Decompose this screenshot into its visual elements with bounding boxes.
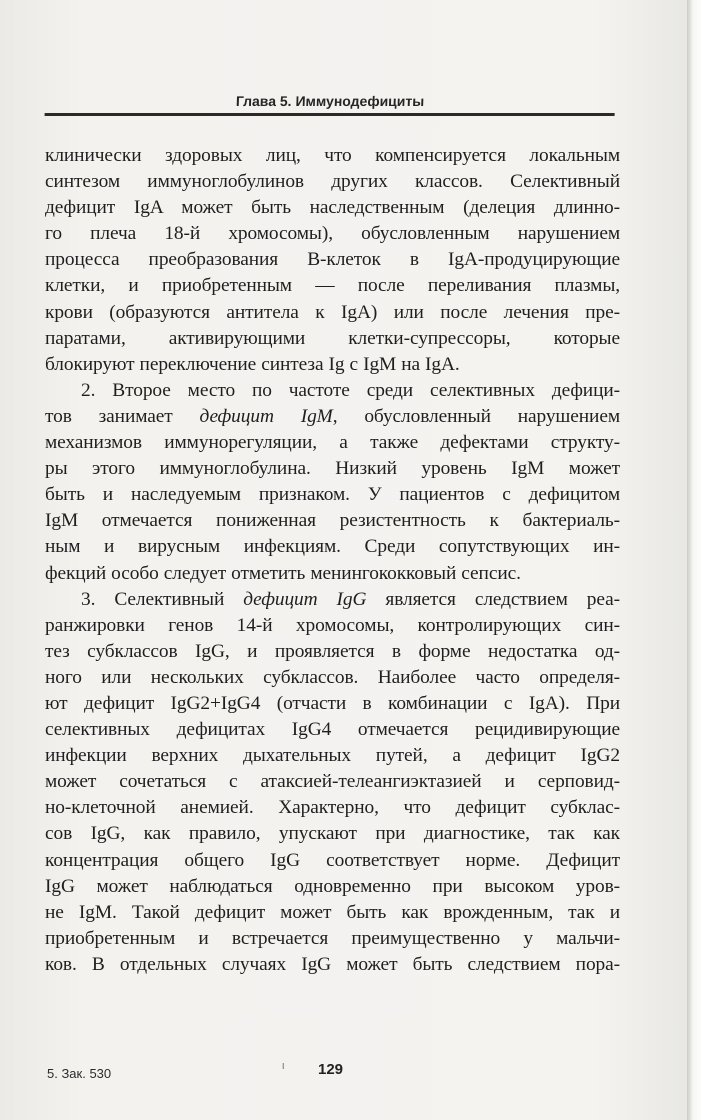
text-line-mixed bbox=[45, 404, 620, 430]
text-line: IgG может наблюдаться одновременно при высоком уров- bbox=[45, 875, 620, 897]
text-line: ют дефицит IgG2+IgG4 (отчасти в комбинации с IgA). При bbox=[45, 692, 620, 714]
text-run: 3. Селективный bbox=[81, 588, 244, 610]
text-line: приобретенным и встречается преимущественно у мальчи- bbox=[45, 927, 620, 949]
text-line: концентрация общего IgG соответствует норме. Дефицит bbox=[45, 849, 620, 871]
text-line: блокируют переключение синтеза Ig с IgM на IgA. bbox=[45, 353, 460, 375]
text-line: го плеча 18-й хромосомы), обусловленным нарушением bbox=[45, 223, 620, 245]
text-line: ры этого иммуноглобулина. Низкий уровень IgM может bbox=[45, 458, 620, 480]
running-header: Глава 5. Иммунодефициты bbox=[45, 91, 616, 116]
text-line: дефицит IgA может быть наследственным (делеция длинно- bbox=[45, 197, 620, 219]
text-line: процесса преобразования В-клеток в IgA-продуцирующие bbox=[45, 249, 620, 271]
text-line: ков. В отдельных случаях IgG может быть следствием пора- bbox=[45, 953, 620, 975]
text-line: ного или нескольких субклассов. Наиболее часто определя- bbox=[45, 666, 620, 688]
text-line: может сочетаться с атаксией-телеангиэктазией и серповид- bbox=[45, 771, 620, 793]
paragraph-3 bbox=[45, 587, 620, 978]
text-line: быть и наследуемым признаком. У пациентов с дефицитом bbox=[45, 484, 620, 506]
text-line: клинически здоровых лиц, что компенсируется локальным bbox=[45, 145, 620, 166]
footer-mark: ι bbox=[282, 1060, 285, 1072]
text-line-mixed bbox=[45, 587, 620, 613]
paragraph-1 bbox=[45, 143, 620, 378]
text-run: , обусловленный нарушением bbox=[332, 405, 620, 427]
text-line: не IgM. Такой дефицит может быть как врожденным, так и bbox=[45, 901, 620, 923]
page-number: 129 bbox=[318, 1061, 344, 1078]
text-line: 2. Второе место по частоте среди селективных дефици- bbox=[81, 379, 620, 401]
text-line: фекций особо следует отметить менингококковый сепсис. bbox=[45, 562, 521, 584]
text-line: селективных дефицитах IgG4 отмечается рецидивирующие bbox=[45, 719, 620, 741]
italic-term: дефицит IgM bbox=[199, 405, 333, 427]
paragraph-2 bbox=[45, 378, 620, 587]
text-line: крови (образуются антитела к IgA) или после лечения пре- bbox=[45, 301, 620, 323]
text-line: синтезом иммуноглобулинов других классов. Селективный bbox=[45, 171, 620, 193]
text-line: ным и вирусным инфекциям. Среди сопутствующих ин- bbox=[45, 536, 620, 558]
italic-term: дефицит IgG bbox=[243, 588, 367, 610]
text-line: IgM отмечается пониженная резистентность к бактериаль- bbox=[45, 510, 620, 532]
text-line: сов IgG, как правило, упускают при диагностике, так как bbox=[45, 823, 620, 845]
page-edge bbox=[687, 0, 701, 1120]
text-line: инфекции верхних дыхательных путей, а дефицит IgG2 bbox=[45, 745, 620, 767]
text-line: паратами, активирующими клетки-супрессоры, которые bbox=[45, 327, 620, 349]
text-line: ранжировки генов 14-й хромосомы, контролирующих син- bbox=[45, 614, 620, 636]
text-line: но-клеточной анемией. Характерно, что дефицит субклас- bbox=[45, 797, 620, 819]
text-line: механизмов иммунорегуляции, а также дефектами структу- bbox=[45, 432, 620, 454]
text-run: является следствием реа- bbox=[366, 588, 621, 610]
text-run: тов занимает bbox=[45, 405, 200, 427]
body-text bbox=[45, 143, 620, 978]
text-line: тез субклассов IgG, и проявляется в форме недостатка од- bbox=[45, 640, 620, 662]
text-line: клетки, и приобретенным — после переливания плазмы, bbox=[45, 275, 620, 297]
printer-signature: 5. Зак. 530 bbox=[47, 1066, 112, 1081]
